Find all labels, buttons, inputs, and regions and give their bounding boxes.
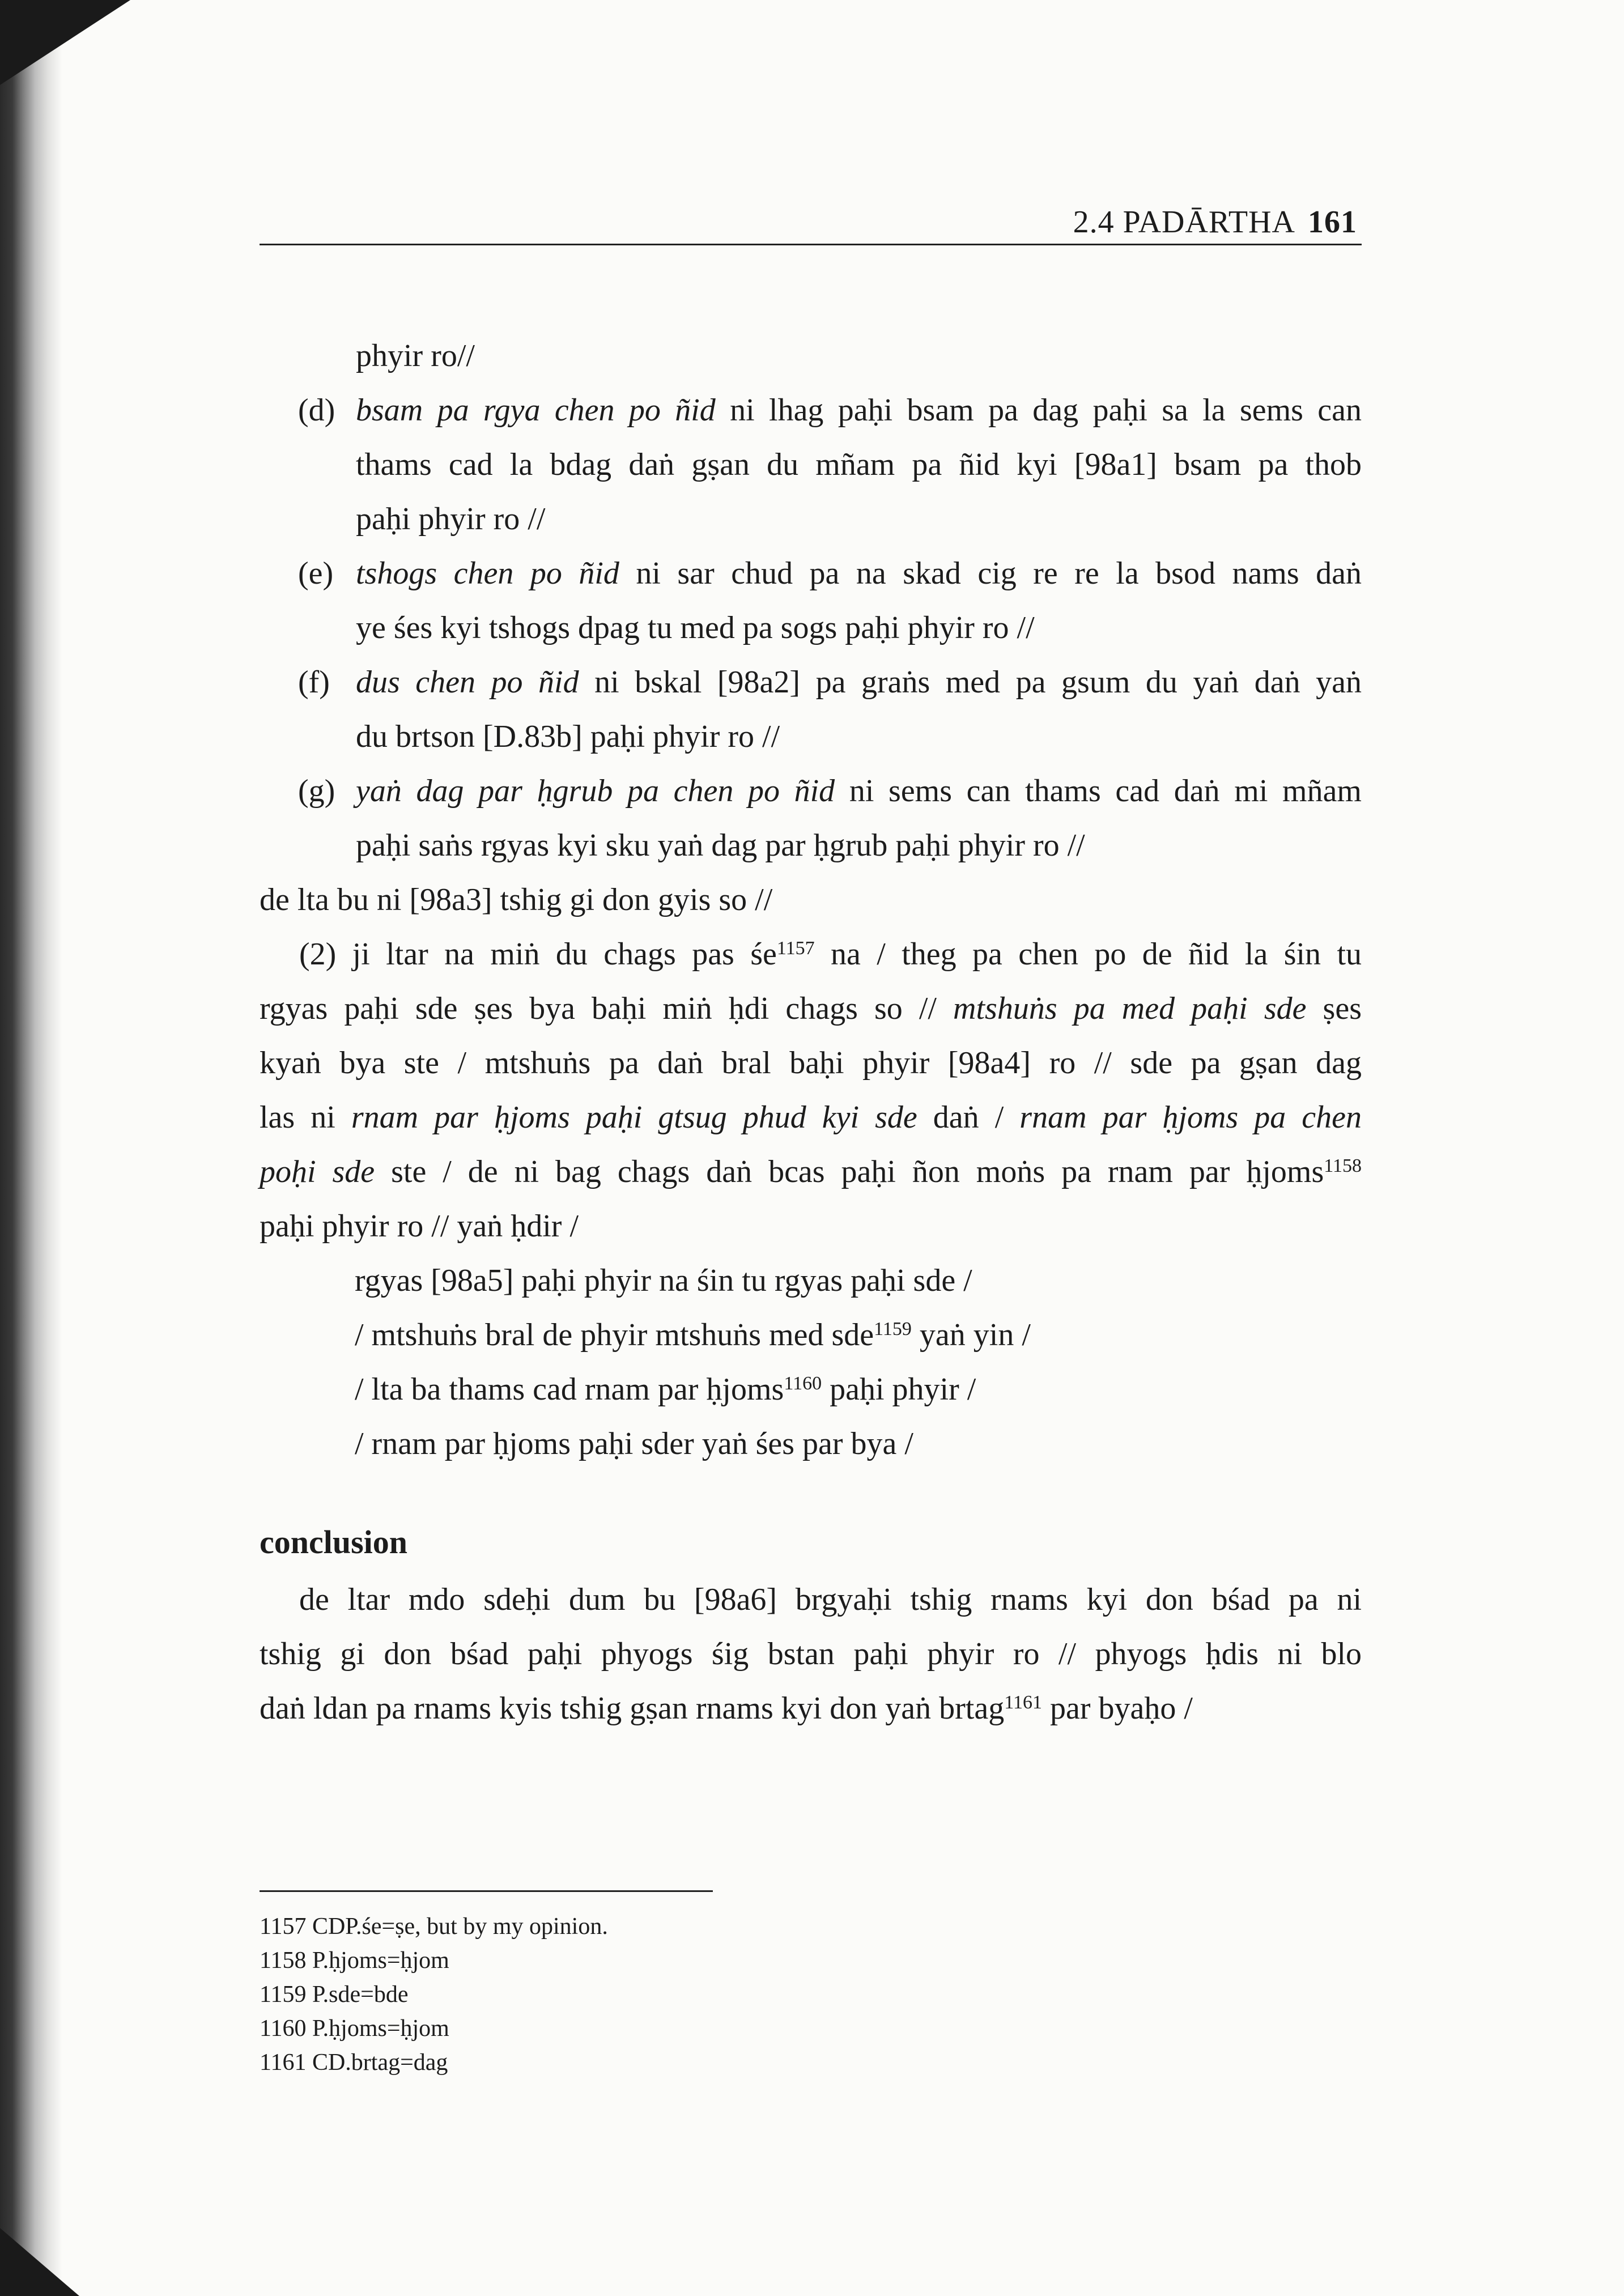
text-segment: / mtshuṅs bral de phyir mtshuṅs med sde [355, 1317, 874, 1353]
italic-term: bsam pa rgya chen po ñid [356, 393, 716, 428]
footnote: 1159 P.sde=bde [260, 1982, 409, 2008]
text-line [260, 601, 1362, 655]
item-label: (d) [298, 393, 335, 428]
text-segment: daṅ / [917, 1100, 1020, 1135]
running-head-section: 2.4 PADĀRTHA [1073, 205, 1295, 240]
text-segment: tshig gi don bśad paḥi phyogs śig bstan paḥi phyir ro // phyogs ḥdis ni blo [260, 1636, 1362, 1672]
italic-term: dus chen po ñid [356, 665, 579, 700]
text-segment: (2) ji ltar na miṅ du chags pas śe [299, 937, 777, 972]
text-segment: de lta bu ni [98a3] tshig gi don gyis so // [260, 882, 773, 917]
footnote-ref[interactable]: 1159 [874, 1319, 912, 1340]
item-label: (f) [298, 665, 330, 700]
text-segment: paḥi saṅs rgyas kyi sku yaṅ dag par ḥgrub paḥi phyir ro // [356, 828, 1085, 863]
text-line [260, 1308, 1362, 1362]
text-segment: paḥi phyir ro // [356, 501, 546, 537]
text-segment: / rnam par ḥjoms paḥi sder yaṅ śes par bya / [355, 1426, 913, 1461]
text-line [260, 1199, 1362, 1253]
text-line [260, 492, 1362, 546]
text-line [260, 981, 1362, 1036]
footnote: 1158 P.ḥjoms=ḥjom [260, 1948, 449, 1974]
text-line [260, 1572, 1362, 1627]
book-spine-corner-bottom [0, 2228, 79, 2296]
italic-term: tshogs chen po ñid [356, 556, 619, 591]
text-segment: na / theg pa chen po de ñid la śin tu [814, 937, 1362, 972]
footnote-ref[interactable]: 1157 [776, 938, 815, 959]
footnotes [260, 1910, 608, 2080]
text-line [260, 1417, 1362, 1471]
text-segment: ni bskal [98a2] pa graṅs med pa gsum du yaṅ daṅ yaṅ [579, 665, 1362, 700]
text-line [260, 764, 1362, 818]
text-segment: las ni [260, 1100, 351, 1135]
footnote: 1160 P.ḥjoms=ḥjom [260, 2016, 449, 2042]
text-segment: paḥi phyir ro // yaṅ ḥdir / [260, 1209, 579, 1244]
text-line [260, 1627, 1362, 1681]
italic-term: rnam par ḥjoms pa chen [1019, 1100, 1362, 1135]
text-segment: rgyas paḥi sde ṣes bya baḥi miṅ ḥdi chags so // [260, 991, 954, 1026]
item-label: (e) [298, 556, 334, 591]
text-segment: / lta ba thams cad rnam par ḥjoms [355, 1372, 784, 1407]
text-segment: ni lhag paḥi bsam pa dag paḥi sa la sems can [715, 393, 1362, 428]
footnote-ref[interactable]: 1158 [1324, 1155, 1362, 1176]
text-line [260, 329, 1362, 383]
text-segment: ye śes kyi tshogs dpag tu med pa sogs paḥi phyir ro // [356, 610, 1035, 645]
text-segment: daṅ ldan pa rnams kyis tshig gṣan rnams kyi don yaṅ brtag [260, 1691, 1005, 1726]
text-segment: thams cad la bdag daṅ gṣan du mñam pa ñid kyi [98a1] bsam pa thob [356, 447, 1362, 482]
italic-term: rnam par ḥjoms paḥi gtsug phud kyi sde [351, 1100, 917, 1135]
text-line [260, 383, 1362, 437]
footnote: 1161 CD.brtag=dag [260, 2050, 448, 2076]
text-segment: kyaṅ bya ste / mtshuṅs pa daṅ bral baḥi phyir [98a4] ro // sde pa gṣan dag [260, 1045, 1362, 1081]
text-line [260, 546, 1362, 601]
text-segment: yaṅ yin / [911, 1317, 1031, 1353]
text-line [260, 655, 1362, 709]
text-line [260, 873, 1362, 927]
text-segment: ste / de ni bag chags daṅ bcas paḥi ñon moṅs pa rnam par ḥjoms [375, 1154, 1324, 1189]
text-line [260, 1362, 1362, 1417]
footnote-ref[interactable]: 1161 [1004, 1692, 1042, 1713]
conclusion-paragraph [260, 1572, 1362, 1736]
footnote: 1157 CDP.śe=ṣe, but by my opinion. [260, 1914, 608, 1940]
running-head [260, 197, 1362, 245]
text-segment: ni sar chud pa na skad cig re re la bsod nams daṅ [619, 556, 1362, 591]
text-segment: de ltar mdo sdeḥi dum bu [98a6] brgyaḥi tshig rnams kyi don bśad pa ni [299, 1582, 1362, 1617]
text-segment: ṣes [1306, 991, 1362, 1026]
text-line [260, 818, 1362, 873]
text-line [260, 1253, 1362, 1308]
text-line [260, 1681, 1362, 1736]
italic-term: yaṅ dag par ḥgrub pa chen po ñid [356, 773, 835, 809]
book-spine-corner-top [0, 0, 130, 85]
book-spine-shadow [0, 0, 62, 2296]
item-label: (g) [298, 773, 335, 809]
text-segment: paḥi phyir / [822, 1372, 976, 1407]
text-line [260, 1036, 1362, 1090]
text-segment: rgyas [98a5] paḥi phyir na śin tu rgyas paḥi sde / [355, 1263, 972, 1298]
text-line [260, 1145, 1362, 1199]
section-heading-conclusion: conclusion [260, 1524, 408, 1561]
text-segment: par byaḥo / [1041, 1691, 1193, 1726]
text-line [260, 709, 1362, 764]
footnote-rule [260, 1890, 713, 1892]
text-line [260, 927, 1362, 981]
footnote-ref[interactable]: 1160 [784, 1373, 822, 1394]
text-segment: ni sems can thams cad daṅ mi mñam [835, 773, 1362, 809]
text-segment: phyir ro// [356, 338, 475, 373]
page-number: 161 [1308, 205, 1357, 240]
italic-term: mtshuṅs pa med paḥi sde [953, 991, 1307, 1026]
text-line [260, 1090, 1362, 1145]
text-segment: du brtson [D.83b] paḥi phyir ro // [356, 719, 780, 754]
text-line [260, 437, 1362, 492]
italic-term: poḥi sde [260, 1154, 375, 1189]
main-text-body [260, 329, 1362, 1471]
